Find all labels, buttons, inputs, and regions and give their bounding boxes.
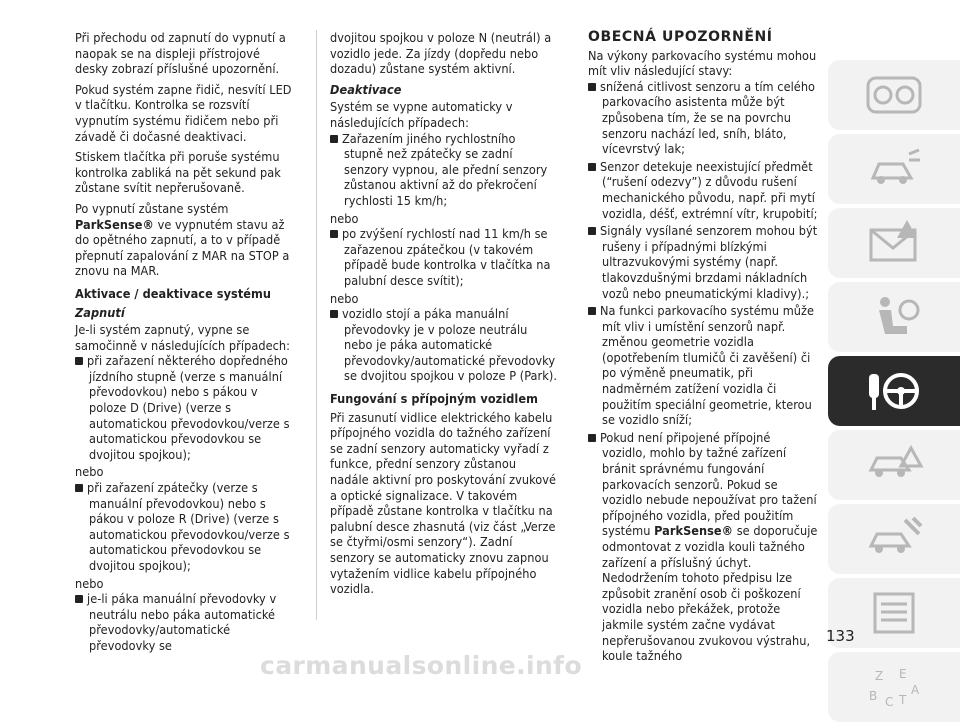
svg-text:T: T: [899, 693, 907, 707]
paragraph: Na výkony parkovacího systému mohou mít vliv následující stavy:: [588, 47, 817, 79]
svg-text:C: C: [885, 695, 894, 709]
tab-warnings[interactable]: [828, 208, 960, 278]
brand-name: ParkSense®: [654, 523, 734, 539]
tab-index[interactable]: [828, 652, 960, 722]
tab-safety[interactable]: [828, 282, 960, 352]
car-dashboard-icon: [863, 70, 925, 120]
bullet-item: Na funkci parkovacího systému může mít vliv i umístění senzorů např. změnou geometrie vozidla (opotřebením tlumičů či zavěšení) či po výměně pneumatik, při nadměrném zatížení vozidla či použitím speciální geometrie, kterou se vozidlo sníží;: [588, 303, 818, 428]
bullet-item: po zvýšení rychlostí nad 11 km/h se zařazenou zpátečkou (v takovém případě bude kontrolka v tlačítka na palubní desce svítit);: [330, 226, 558, 288]
tab-emergency[interactable]: [828, 430, 960, 500]
watermark: carmanualsonline.info: [260, 651, 583, 680]
paragraph: dvojitou spojkou v poloze N (neutrál) a vozidlo jede. Za jízdy (dopředu nebo dozadu) zůstane systém aktivní.: [330, 30, 552, 77]
svg-text:E: E: [899, 667, 907, 681]
text: ve vypnutém stavu až do opětného zapnutí, a to v případě přepnutí zapalování z MAR na STOP a znovu na MAR.: [75, 216, 290, 279]
paragraph: Stiskem tlačítka při poruše systému kontrolka zabliká na pět sekund pak zůstane svítit nepřerušovaně.: [75, 149, 281, 196]
seat-airbag-icon: [863, 292, 925, 342]
tab-maintenance[interactable]: [828, 504, 960, 574]
bullet-item: při zařazení zpátečky (verze s manuální převodovkou) nebo s pákou v poloze R (Drive) (verze s automatickou převodovkou/verze s automatickou převodovkou se dvojitou spojkou);: [75, 480, 295, 574]
car-breakdown-icon: [863, 440, 925, 490]
bullet-item: snížená citlivost senzoru a tím celého parkovacího asistenta může být způsobena tím, že se na povrchu senzoru nachází led, sníh, bláto, vícevrstvý lak;: [588, 79, 818, 157]
text-column-2: [330, 30, 558, 602]
svg-text:A: A: [911, 683, 920, 697]
connector-text: nebo: [75, 575, 104, 591]
section-heading: Aktivace / deaktivace systému: [75, 285, 272, 301]
bullet-item: při zařazení některého dopředného jízdního stupně (verze s manuální převodovkou) nebo s pákou v poloze D (Drive) (verze s automatickou převodovkou/verze s automatickou převodovkou se dvojitou spojkou);: [75, 353, 295, 462]
subsection-heading: Zapnutí: [75, 304, 125, 320]
paragraph: Při přechodu od zapnutí do vypnutí a naopak se na displeji přístrojové desky zobrazí příslušné upozornění.: [75, 30, 286, 77]
page-number: 133: [826, 627, 855, 645]
key-steering-wheel-icon: [863, 366, 925, 416]
technical-data-icon: [863, 588, 925, 638]
paragraph: Systém se vypne automaticky v následujících případech:: [330, 99, 513, 130]
text: Po vypnutí zůstane systém: [75, 200, 229, 216]
text: se doporučuje odmontovat z vozidla kouli tažného zařízení a příslušný úchyt. Nedodržením tohoto předpisu lze způsobit zranění osob či poškození vozidla nebo překážek, protože jakmile systém začne vydávat nepřerušovanou zvukovou výstrahu, koule tažného: [602, 523, 818, 664]
bullet-item: vozidlo stojí a páka manuální převodovky je v poloze neutrálu nebo je páka automatické převodovky/automatické převodovky se dvojitou spojkou v poloze P (Park).: [330, 306, 558, 384]
tab-starting-driving[interactable]: [828, 356, 960, 426]
car-service-icon: [863, 514, 925, 564]
text-column-3: [588, 30, 818, 666]
connector-text: nebo: [330, 290, 359, 306]
connector-text: nebo: [75, 464, 104, 480]
page-heading: OBECNÁ UPOZORNĚNÍ: [588, 29, 773, 45]
paragraph: Při zasunutí vidlice elektrického kabelu přípojného vozidla do tažného zařízení se zadní senzory automaticky vyřadí z funkce, přední senzory zůstanou nadále aktivní pro poskytování zvukové a optické signalizace. V takovém případě zůstane kontrolka v tlačítku na palubní desce zhasnutá (viz část „Verze se čtyřmi/osmi senzory“). Zadní senzory se automaticky znovu zapnou vytažením vidlice kabelu přípojného vozidla.: [330, 409, 557, 597]
paragraph: Je-li systém zapnutý, vypne se samočinně v následujících případech:: [75, 322, 290, 353]
bullet-item: Senzor detekuje neexistující předmět (“rušení odezvy”) z důvodu rušení mechanického původu, např. při mytí vozidla, déšť, extrémní vítr, krupobití;: [588, 159, 818, 221]
car-lights-icon: [863, 144, 925, 194]
tab-dashboard[interactable]: [828, 60, 960, 130]
svg-text:B: B: [869, 689, 878, 703]
svg-text:Z: Z: [875, 669, 884, 683]
section-heading: Fungování s přípojným vozidlem: [330, 391, 538, 407]
column-divider: [316, 30, 317, 620]
connector-text: nebo: [330, 210, 359, 226]
bullet-item: Zařazením jiného rychlostního stupně než zpátečky se zadní senzory vypnou, ale přední senzory zůstanou aktivní až do překročení rychlosti 15 km/h;: [330, 131, 558, 209]
index-alphabet-icon: [863, 662, 925, 712]
paragraph: [75, 201, 295, 279]
text-column-1: [75, 30, 295, 656]
bullet-item: je-li páka manuální převodovky v neutrálu nebo páka automatické převodovky/automatické převodovky se: [75, 591, 295, 653]
paragraph: Pokud systém zapne řidič, nesvítí LED v tlačítku. Kontrolka se rozsvítí vypnutím systému řidičem nebo při závadě či dočasné deaktivaci.: [75, 81, 292, 144]
bullet-item: [588, 430, 818, 664]
text: Pokud není připojené přípojné vozidlo, mohlo by tažné zařízení bránit správnému fungování parkovacích senzorů. Pokud se vozidlo nebude nepoužívat pro tažení přípojného vozidla, před použitím systému: [600, 429, 817, 539]
warning-envelope-icon: [863, 218, 925, 268]
brand-name: ParkSense®: [75, 216, 154, 232]
tab-lights[interactable]: [828, 134, 960, 204]
bullet-item: Signály vysílané senzorem mohou být rušeny i případnými blízkými ultrazvukovými systémy (např. tlakovzdušnými brzdami nákladních vozů nebo pneumatickými kladivy).;: [588, 223, 818, 301]
subsection-heading: Deaktivace: [330, 81, 402, 97]
